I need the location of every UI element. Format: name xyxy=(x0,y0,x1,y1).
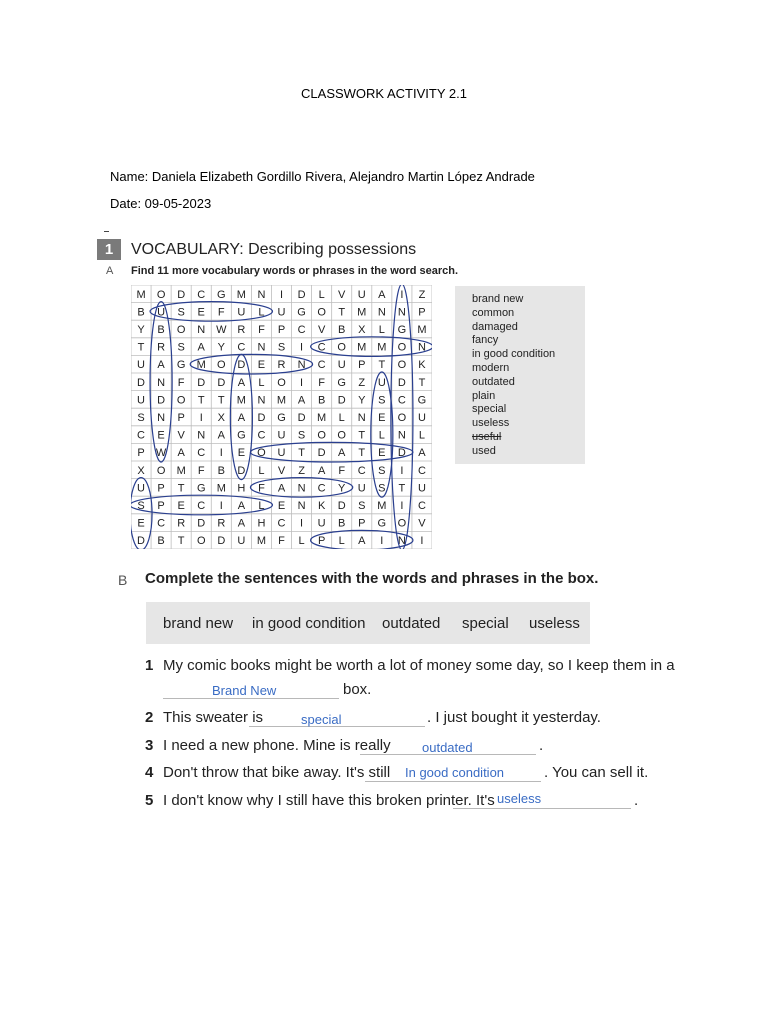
grid-letter: L xyxy=(418,429,426,442)
grid-letter: A xyxy=(237,517,246,530)
grid-letter: C xyxy=(137,429,146,442)
grid-letter: C xyxy=(317,341,326,354)
sentence-text: My comic books might be worth a lot of money some day, so I keep them in a xyxy=(163,657,675,674)
grid-letter: O xyxy=(337,429,346,442)
grid-letter: M xyxy=(377,500,387,512)
grid-letter: F xyxy=(217,306,225,319)
grid-letter: I xyxy=(199,412,203,424)
word-list-item: useless xyxy=(472,417,510,430)
phrase-item: brand new xyxy=(163,614,234,632)
section-number: 1 xyxy=(97,239,121,260)
grid-letter: A xyxy=(237,500,246,512)
grid-letter: R xyxy=(237,324,246,336)
page-title: CLASSWORK ACTIVITY 2.1 xyxy=(301,86,467,101)
grid-letter: E xyxy=(378,447,386,460)
grid-letter: G xyxy=(297,306,306,319)
grid-letter: N xyxy=(377,306,386,319)
grid-letter: C xyxy=(357,464,366,477)
grid-letter: M xyxy=(136,288,146,301)
grid-letter: N xyxy=(397,429,406,442)
grid-letter: H xyxy=(237,482,246,495)
grid-letter: O xyxy=(337,341,346,354)
grid-letter: W xyxy=(155,447,167,460)
word-list-item: brand new xyxy=(472,293,524,305)
phrase-item: special xyxy=(462,614,509,632)
exercise-a-instruction: Find 11 more vocabulary words or phrases in the word search. xyxy=(131,265,459,277)
grid-letter: C xyxy=(317,482,326,495)
word-list-item: damaged xyxy=(472,320,518,333)
grid-letter: O xyxy=(196,535,206,548)
grid-letter: B xyxy=(137,306,145,319)
grid-letter: C xyxy=(197,447,206,460)
grid-letter: E xyxy=(257,359,266,372)
grid-letter: G xyxy=(277,412,286,424)
grid-letter: N xyxy=(157,376,166,389)
grid-letter: E xyxy=(157,429,165,442)
grid-letter: D xyxy=(177,288,186,301)
grid-letter: R xyxy=(177,517,186,530)
grid-letter: S xyxy=(378,464,386,477)
grid-letter: M xyxy=(236,394,246,407)
grid-letter: E xyxy=(277,500,286,512)
grid-letter: O xyxy=(257,447,266,460)
sentence-number: 3 xyxy=(145,737,154,754)
grid-letter: C xyxy=(257,429,266,442)
grid-letter: O xyxy=(317,306,326,319)
grid-letter: A xyxy=(277,482,286,495)
grid-letter: U xyxy=(237,535,246,548)
grid-letter: T xyxy=(217,394,225,407)
grid-letter: G xyxy=(397,324,407,336)
grid-letter: T xyxy=(378,359,386,372)
grid-letter: T xyxy=(338,306,346,319)
grid-letter: L xyxy=(338,412,345,424)
grid-letter: P xyxy=(317,535,326,548)
grid-letter: U xyxy=(137,394,146,407)
exercise-b-title: Complete the sentences with the words and phrases in the box. xyxy=(145,570,599,587)
grid-letter: S xyxy=(277,341,286,354)
grid-letter: A xyxy=(197,341,205,354)
grid-letter: S xyxy=(137,412,145,424)
grid-letter: I xyxy=(400,500,404,512)
grid-letter: A xyxy=(358,535,366,548)
grid-letter: N xyxy=(297,500,306,512)
grid-letter: Z xyxy=(298,464,305,477)
grid-letter: F xyxy=(338,464,346,477)
word-list xyxy=(472,293,555,459)
answer-text: Brand New xyxy=(212,683,277,698)
grid-letter: O xyxy=(176,324,186,336)
grid-letter: L xyxy=(258,376,265,389)
word-list-item: used xyxy=(472,444,496,457)
word-list-item: useful xyxy=(472,430,502,443)
grid-letter: V xyxy=(317,324,326,336)
answer-text: In good condition xyxy=(405,765,505,780)
grid-letter: N xyxy=(257,341,266,354)
grid-letter: U xyxy=(277,447,286,460)
grid-letter: G xyxy=(217,288,226,301)
grid-letter: U xyxy=(417,482,426,495)
grid-letter: L xyxy=(378,324,385,336)
answer-blank[interactable] xyxy=(453,791,631,809)
grid-letter: V xyxy=(418,517,426,530)
grid-letter: Y xyxy=(217,341,225,354)
grid-letter: D xyxy=(297,288,306,301)
grid-letter: A xyxy=(338,447,346,460)
grid-letter: T xyxy=(418,376,426,389)
sentence-number: 5 xyxy=(145,792,154,809)
grid-letter: G xyxy=(237,429,246,442)
word-list-box xyxy=(455,286,585,464)
grid-letter: N xyxy=(197,324,206,336)
grid-letter: B xyxy=(338,324,346,336)
grid-letter: M xyxy=(236,288,246,301)
grid-letter: I xyxy=(400,288,404,301)
grid-letter: A xyxy=(378,288,386,301)
grid-letter: D xyxy=(217,376,226,389)
grid-letter: L xyxy=(258,464,265,477)
grid-letter: A xyxy=(297,394,306,407)
grid-letter: Y xyxy=(358,394,366,407)
grid-letter: I xyxy=(219,447,223,460)
grid-letter: B xyxy=(157,535,165,548)
grid-letter: C xyxy=(197,500,206,512)
grid-letter: N xyxy=(397,306,406,319)
grid-letter: O xyxy=(176,394,186,407)
grid-letter: F xyxy=(278,535,285,548)
grid-letter: N xyxy=(257,394,266,407)
sentence-text: I don't know why I still have this broken printer. It's xyxy=(163,792,495,809)
grid-letter: N xyxy=(297,482,306,495)
grid-letter: P xyxy=(277,324,286,336)
sentence-text: box. xyxy=(343,681,372,698)
grid-letter: C xyxy=(417,464,426,477)
grid-letter: I xyxy=(380,535,384,548)
grid-letter: I xyxy=(300,376,304,389)
grid-letter: M xyxy=(417,324,427,336)
grid-letter: A xyxy=(317,464,326,477)
grid-letter: I xyxy=(400,464,404,477)
grid-letter: S xyxy=(358,500,366,512)
grid-letter: D xyxy=(137,376,146,389)
grid-letter: I xyxy=(279,288,284,301)
grid-letter: F xyxy=(318,376,326,389)
grid-letter: D xyxy=(337,394,346,407)
sentence-text: . You can sell it. xyxy=(544,764,649,781)
phrase-item: in good condition xyxy=(252,614,366,632)
grid-letter: C xyxy=(297,324,306,336)
grid-letter: D xyxy=(237,359,246,372)
grid-letter: P xyxy=(418,306,426,319)
grid-letter: O xyxy=(397,412,407,424)
grid-letter: D xyxy=(217,535,226,548)
grid-letter: V xyxy=(177,429,185,442)
word-list-item: outdated xyxy=(472,375,515,388)
grid-letter: M xyxy=(176,464,186,477)
grid-letter: E xyxy=(137,517,145,530)
word-list-item: special xyxy=(472,403,507,416)
grid-letter: N xyxy=(297,359,306,372)
grid-letter: T xyxy=(177,535,185,548)
grid-letter: U xyxy=(137,482,146,495)
grid-letter: T xyxy=(137,341,145,354)
word-search-grid xyxy=(131,285,432,549)
grid-letter: I xyxy=(300,341,304,354)
phrase-item: outdated xyxy=(382,614,441,632)
grid-letter: D xyxy=(337,500,346,512)
grid-letter: S xyxy=(378,394,386,407)
grid-letter: D xyxy=(297,412,306,424)
grid-letter: I xyxy=(219,500,223,512)
sentence-text: . xyxy=(539,737,544,754)
grid-letter: V xyxy=(338,288,346,301)
grid-letter: U xyxy=(357,288,366,301)
grid-letter: K xyxy=(317,500,326,512)
phrase-box xyxy=(146,602,590,644)
grid-letter: U xyxy=(417,412,426,424)
grid-letter: U xyxy=(357,482,366,495)
grid-letter: O xyxy=(277,376,286,389)
grid-letter: U xyxy=(137,359,146,372)
sentence-text: . I just bought it yesterday. xyxy=(427,709,601,726)
grid-letter: D xyxy=(137,535,146,548)
grid-letter: O xyxy=(217,359,226,372)
word-list-item: in good condition xyxy=(472,348,556,361)
grid-letter: L xyxy=(338,535,345,548)
grid-letter: C xyxy=(237,341,246,354)
grid-letter: W xyxy=(216,324,227,336)
grid-letter: N xyxy=(257,288,266,301)
grid-letter: A xyxy=(237,376,246,389)
grid-letter: O xyxy=(156,288,166,301)
grid-letter: S xyxy=(177,306,185,319)
grid-letter: A xyxy=(157,359,165,372)
grid-letter: F xyxy=(258,482,265,495)
grid-letter: D xyxy=(317,447,326,460)
grid-letter: P xyxy=(137,447,145,460)
grid-letter: B xyxy=(157,324,165,336)
grid-letter: K xyxy=(418,359,426,372)
grid-letter: B xyxy=(217,464,225,477)
grid-letter: O xyxy=(397,359,407,372)
divider xyxy=(104,231,109,232)
sentence-number: 4 xyxy=(145,764,154,781)
grid-letter: P xyxy=(157,482,165,495)
section-title: VOCABULARY: Describing possessions xyxy=(131,241,417,258)
grid-letter: N xyxy=(157,412,166,424)
word-list-item: common xyxy=(472,306,515,319)
grid-letter: C xyxy=(397,394,406,407)
grid-letter: S xyxy=(378,482,386,495)
grid-letter: M xyxy=(256,535,267,548)
grid-letter: F xyxy=(177,376,185,389)
grid-letter: V xyxy=(277,464,286,477)
grid-letter: L xyxy=(378,429,385,442)
grid-letter: T xyxy=(177,482,185,495)
grid-letter: O xyxy=(397,341,407,354)
sentence-text: I need a new phone. Mine is really xyxy=(163,737,391,754)
grid-letter: H xyxy=(257,517,266,530)
grid-letter: D xyxy=(197,376,206,389)
grid-letter: L xyxy=(318,288,325,301)
phrase-item: useless xyxy=(529,614,580,632)
grid-letter: N xyxy=(417,341,426,354)
sentence-text: This sweater is xyxy=(163,709,264,726)
grid-letter: L xyxy=(298,535,305,548)
found-word-circle xyxy=(311,337,432,357)
grid-letter: F xyxy=(258,324,265,336)
grid-letter: A xyxy=(237,412,246,424)
exercise-letter-b: B xyxy=(118,572,128,588)
grid-letter: U xyxy=(337,359,346,372)
exercise-letter-a: A xyxy=(106,265,114,277)
sentence-text: . xyxy=(634,792,639,809)
grid-letter: I xyxy=(300,517,304,530)
grid-letter: P xyxy=(177,412,185,424)
grid-letter: S xyxy=(297,429,306,442)
grid-letter: O xyxy=(156,464,166,477)
grid-letter: G xyxy=(377,517,387,530)
grid-letter: B xyxy=(317,394,326,407)
grid-letter: X xyxy=(358,324,366,336)
grid-letter: Z xyxy=(358,376,366,389)
grid-letter: T xyxy=(358,447,366,460)
grid-letter: S xyxy=(137,500,145,512)
grid-letter: G xyxy=(337,376,346,389)
grid-letter: T xyxy=(358,429,366,442)
grid-letter: C xyxy=(157,517,166,530)
date-line: Date: 09-05-2023 xyxy=(110,196,212,211)
grid-letter: M xyxy=(377,341,387,354)
grid-letter: M xyxy=(216,482,226,495)
grid-letter: R xyxy=(157,341,166,354)
grid-letter: M xyxy=(357,341,367,354)
grid-letter: O xyxy=(317,429,326,442)
grid-letter: L xyxy=(258,306,265,319)
grid-letter: U xyxy=(237,306,246,319)
grid-letter: X xyxy=(137,464,145,477)
grid-letter: D xyxy=(197,517,206,530)
grid-letter: N xyxy=(197,429,206,442)
sentence-number: 2 xyxy=(145,709,154,726)
grid-letter: U xyxy=(157,306,166,319)
grid-letter: A xyxy=(418,447,426,460)
grid-letter: P xyxy=(358,359,366,372)
grid-letter: U xyxy=(277,429,286,442)
grid-letter: M xyxy=(317,412,327,424)
grid-letter: A xyxy=(217,429,225,442)
grid-letter: C xyxy=(197,288,206,301)
grid-letter: D xyxy=(397,447,406,460)
answer-text: useless xyxy=(497,791,542,806)
sentence-text: Don't throw that bike away. It's still xyxy=(163,764,391,781)
grid-letter: T xyxy=(197,394,205,407)
grid-letter: T xyxy=(398,482,406,495)
grid-letter: E xyxy=(237,447,246,460)
grid-letter: M xyxy=(276,394,287,407)
grid-letter: E xyxy=(378,412,386,424)
grid-letter: G xyxy=(196,482,206,495)
grid-letter: I xyxy=(420,535,424,548)
grid-letter: Y xyxy=(137,324,145,336)
answer-text: special xyxy=(301,712,342,727)
grid-letter: G xyxy=(417,394,427,407)
grid-letter: U xyxy=(317,517,326,530)
grid-letter: N xyxy=(357,412,366,424)
grid-letter: M xyxy=(196,359,206,372)
word-list-item: plain xyxy=(472,389,496,402)
grid-letter: G xyxy=(176,359,186,372)
grid-letter: F xyxy=(197,464,205,477)
grid-letter: R xyxy=(277,359,286,372)
grid-letter: D xyxy=(237,464,246,477)
grid-letter: D xyxy=(257,412,266,424)
grid-letter: X xyxy=(217,412,225,424)
grid-letter: U xyxy=(377,376,386,389)
grid-letter: T xyxy=(298,447,305,460)
grid-letter: A xyxy=(177,447,185,460)
grid-letter: D xyxy=(397,376,406,389)
grid-letter: Z xyxy=(418,288,426,301)
name-line: Name: Daniela Elizabeth Gordillo Rivera, Alejandro Martin López Andrade xyxy=(110,169,535,184)
grid-letter: O xyxy=(397,517,407,530)
grid-letter: M xyxy=(357,306,367,319)
sentence-number: 1 xyxy=(145,657,154,674)
grid-letter: D xyxy=(157,394,166,407)
grid-letter: P xyxy=(157,500,165,512)
grid-letter: U xyxy=(277,306,286,319)
grid-letter: Y xyxy=(338,482,346,495)
grid-letter: R xyxy=(217,517,226,530)
answer-text: outdated xyxy=(422,740,473,755)
grid-letter: P xyxy=(358,517,366,530)
word-list-item: modern xyxy=(472,361,510,374)
grid-letter: E xyxy=(197,306,205,319)
grid-letter: B xyxy=(338,517,346,530)
grid-letter: S xyxy=(177,341,185,354)
grid-letter: E xyxy=(177,500,185,512)
grid-letter: C xyxy=(417,500,426,512)
grid-letter: L xyxy=(258,500,265,512)
grid-letter: N xyxy=(397,535,406,548)
grid-letter: C xyxy=(277,517,286,530)
word-list-item: fancy xyxy=(472,334,499,347)
grid-letter: C xyxy=(317,359,326,372)
